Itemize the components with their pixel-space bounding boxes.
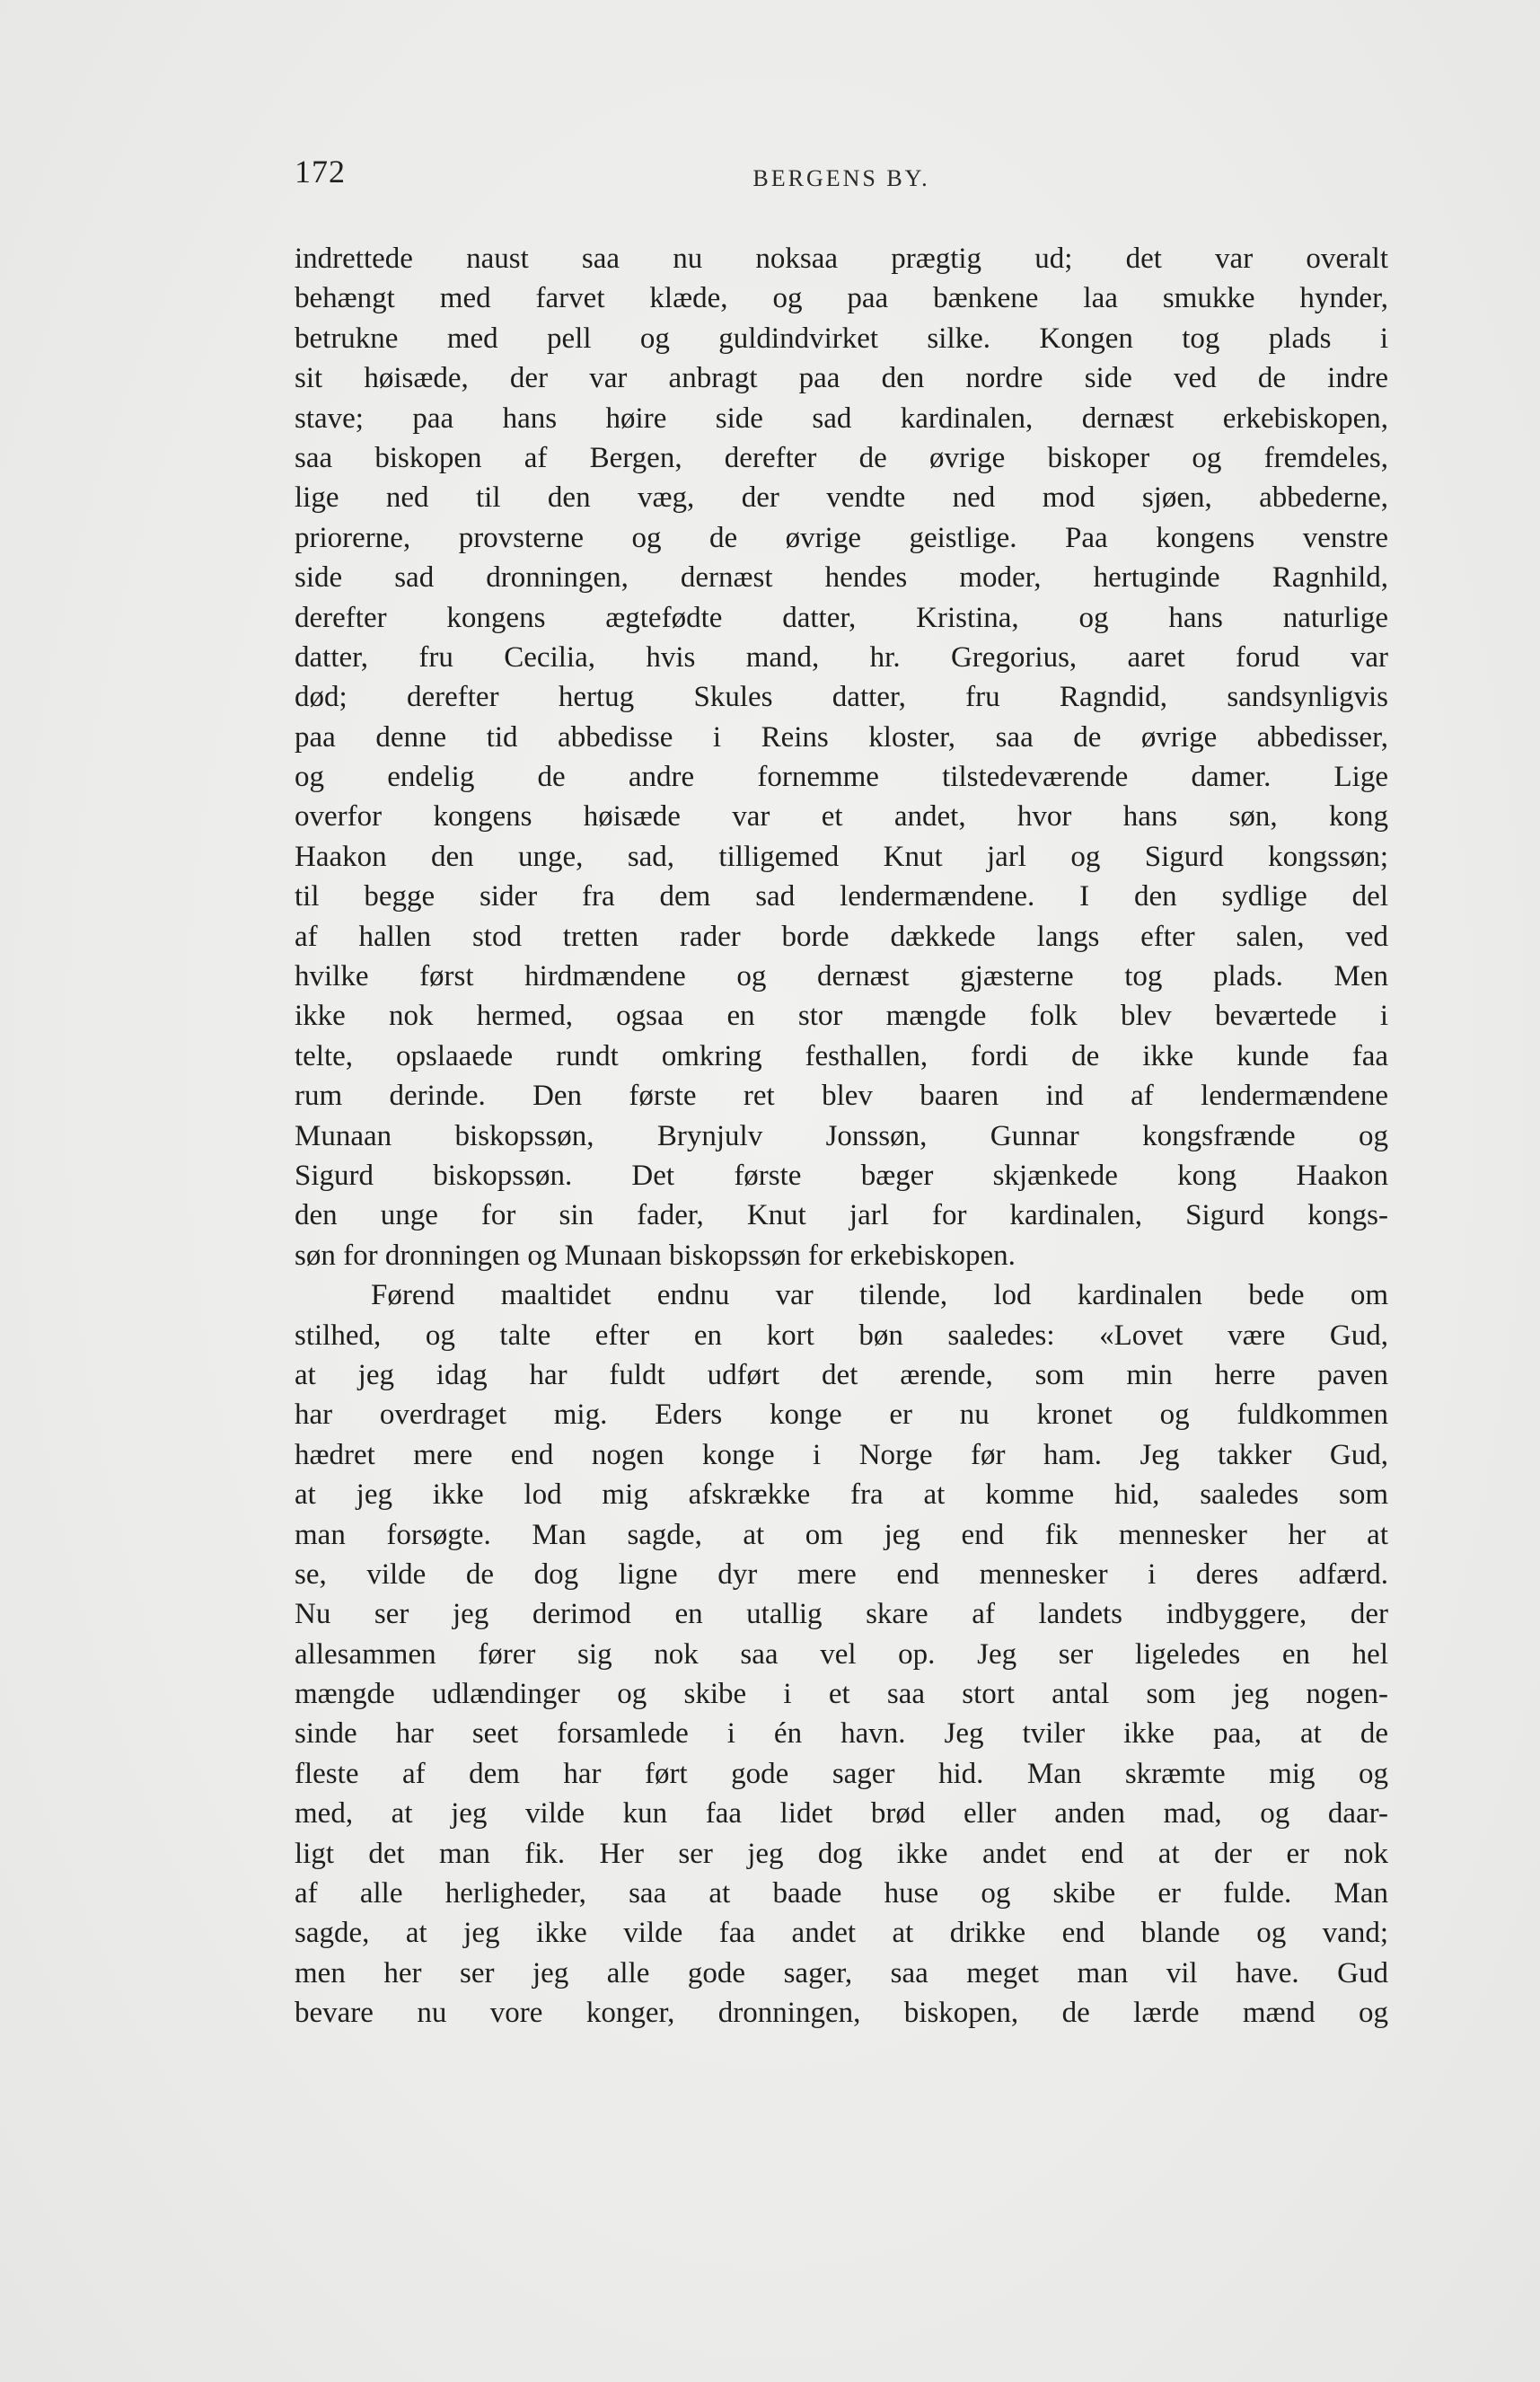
text-line: men her ser jeg alle gode sager, saa meget man vil have. Gud — [295, 1956, 1388, 1989]
text-line: ikke nok hermed, ogsaa en stor mængde folk blev beværtede i — [295, 1000, 1388, 1033]
text-line: hvilke først hirdmændene og dernæst gjæsterne tog plads. Men — [295, 960, 1388, 993]
text-line: ligt det man fik. Her ser jeg dog ikke andet end at der er nok — [295, 1837, 1388, 1870]
text-line: bevare nu vore konger, dronningen, biskopen, de lærde mænd og — [295, 1997, 1388, 2030]
text-line: søn for dronningen og Munaan biskopssøn for erkebiskopen. — [295, 1239, 1016, 1272]
text-line: Munaan biskopssøn, Brynjulv Jonssøn, Gunnar kongsfrænde og — [295, 1119, 1388, 1152]
text-line: Førend maaltidet endnu var tilende, lod kardinalen bede om — [371, 1279, 1388, 1312]
text-line: sagde, at jeg ikke vilde faa andet at drikke end blande og vand; — [295, 1917, 1388, 1950]
text-line: fleste af dem har ført gode sager hid. Man skræmte mig og — [295, 1757, 1388, 1790]
text-line: hædret mere end nogen konge i Norge før ham. Jeg takker Gud, — [295, 1438, 1388, 1471]
text-line: Nu ser jeg derimod en utallig skare af landets indbyggere, der — [295, 1598, 1388, 1631]
text-line: mængde udlændinger og skibe i et saa stort antal som jeg nogen- — [295, 1678, 1388, 1711]
text-line: Sigurd biskopssøn. Det første bæger skjænkede kong Haakon — [295, 1159, 1388, 1192]
text-line: paa denne tid abbedisse i Reins kloster, saa de øvrige abbedisser, — [295, 720, 1388, 754]
text-line: indrettede naust saa nu noksaa prægtig ud; det var overalt — [295, 243, 1388, 275]
text-line: at jeg ikke lod mig afskrække fra at komme hid, saaledes som — [295, 1478, 1388, 1512]
text-line: stilhed, og talte efter en kort bøn saaledes: «Lovet være Gud, — [295, 1319, 1388, 1352]
text-line: rum derinde. Den første ret blev baaren ind af lendermændene — [295, 1080, 1388, 1113]
page-number: 172 — [295, 154, 346, 190]
text-line: overfor kongens høisæde var et andet, hvor hans søn, kong — [295, 800, 1388, 834]
text-line: af hallen stod tretten rader borde dækkede langs efter salen, ved — [295, 920, 1388, 953]
text-line: Haakon den unge, sad, tilligemed Knut jarl og Sigurd kongssøn; — [295, 840, 1388, 873]
text-line: side sad dronningen, dernæst hendes moder, hertuginde Ragnhild, — [295, 561, 1388, 595]
text-line: til begge sider fra dem sad lendermændene. I den sydlige del — [295, 880, 1388, 913]
text-line: man forsøgte. Man sagde, at om jeg end fik mennesker her at — [295, 1518, 1388, 1551]
text-line: har overdraget mig. Eders konge er nu kronet og fuldkommen — [295, 1398, 1388, 1432]
text-line: datter, fru Cecilia, hvis mand, hr. Gregorius, aaret forud var — [295, 640, 1388, 674]
running-title: BERGENS BY. — [752, 165, 930, 191]
text-line: saa biskopen af Bergen, derefter de øvrige biskoper og fremdeles, — [295, 441, 1388, 474]
text-line: død; derefter hertug Skules datter, fru Ragndid, sandsynligvis — [295, 681, 1388, 714]
text-line: stave; paa hans høire side sad kardinalen, dernæst erkebiskopen, — [295, 401, 1388, 435]
text-line: sit høisæde, der var anbragt paa den nordre side ved de indre — [295, 362, 1388, 395]
text-line: priorerne, provsterne og de øvrige geistlige. Paa kongens venstre — [295, 521, 1388, 554]
text-line: den unge for sin fader, Knut jarl for kardinalen, Sigurd kongs- — [295, 1199, 1388, 1232]
text-line: telte, opslaaede rundt omkring festhallen, fordi de ikke kunde faa — [295, 1039, 1388, 1072]
body-text — [295, 239, 1388, 2034]
text-line: af alle herligheder, saa at baade huse og skibe er fulde. Man — [295, 1877, 1388, 1910]
text-line: betrukne med pell og guldindvirket silke. Kongen tog plads i — [295, 322, 1388, 355]
text-line: med, at jeg vilde kun faa lidet brød eller anden mad, og daar- — [295, 1797, 1388, 1831]
text-line: derefter kongens ægtefødte datter, Kristina, og hans naturlige — [295, 601, 1388, 634]
page-header — [295, 153, 1388, 198]
text-line: behængt med farvet klæde, og paa bænkene laa smukke hynder, — [295, 282, 1388, 315]
text-line: se, vilde de dog ligne dyr mere end mennesker i deres adfærd. — [295, 1557, 1388, 1591]
text-line: at jeg idag har fuldt udført det ærende, som min herre paven — [295, 1358, 1388, 1391]
text-line: lige ned til den væg, der vendte ned mod sjøen, abbederne, — [295, 481, 1388, 515]
text-line: og endelig de andre fornemme tilstedeværende damer. Lige — [295, 761, 1388, 794]
text-line: allesammen fører sig nok saa vel op. Jeg ser ligeledes en hel — [295, 1637, 1388, 1671]
text-line: sinde har seet forsamlede i én havn. Jeg tviler ikke paa, at de — [295, 1717, 1388, 1751]
